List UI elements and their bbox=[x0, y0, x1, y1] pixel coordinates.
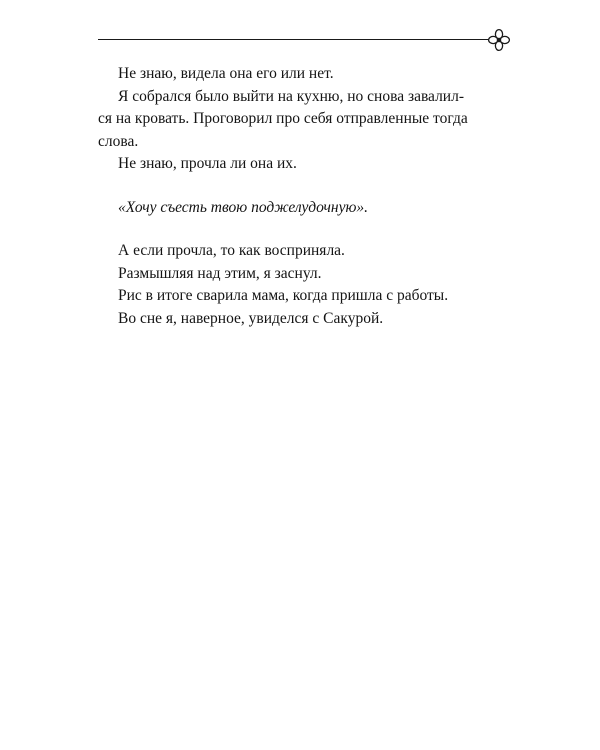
flower-ornament-icon bbox=[487, 28, 511, 52]
text-line: слова. bbox=[98, 132, 139, 150]
page-text bbox=[98, 63, 518, 330]
paragraph-gap bbox=[98, 219, 518, 240]
text-line: ся на кровать. Проговорил про себя отправленные тогда bbox=[98, 110, 468, 127]
text-line: Размышляя над этим, я заснул. bbox=[118, 264, 322, 282]
header-rule bbox=[98, 39, 491, 40]
quote-line: «Хочу съесть твою поджелудочную». bbox=[118, 198, 369, 216]
text-line: А если прочла, то как восприняла. bbox=[118, 242, 345, 259]
text-line: Не знаю, прочла ли она их. bbox=[118, 155, 297, 172]
text-line: Я собрался было выйти на кухню, но снова завалил- bbox=[118, 87, 465, 105]
text-line: Во сне я, наверное, увиделся с Сакурой. bbox=[118, 309, 384, 327]
text-line: Не знаю, видела она его или нет. bbox=[118, 65, 334, 82]
text-line: Рис в итоге сварила мама, когда пришла с работы. bbox=[118, 287, 449, 304]
paragraph-gap bbox=[98, 176, 518, 197]
